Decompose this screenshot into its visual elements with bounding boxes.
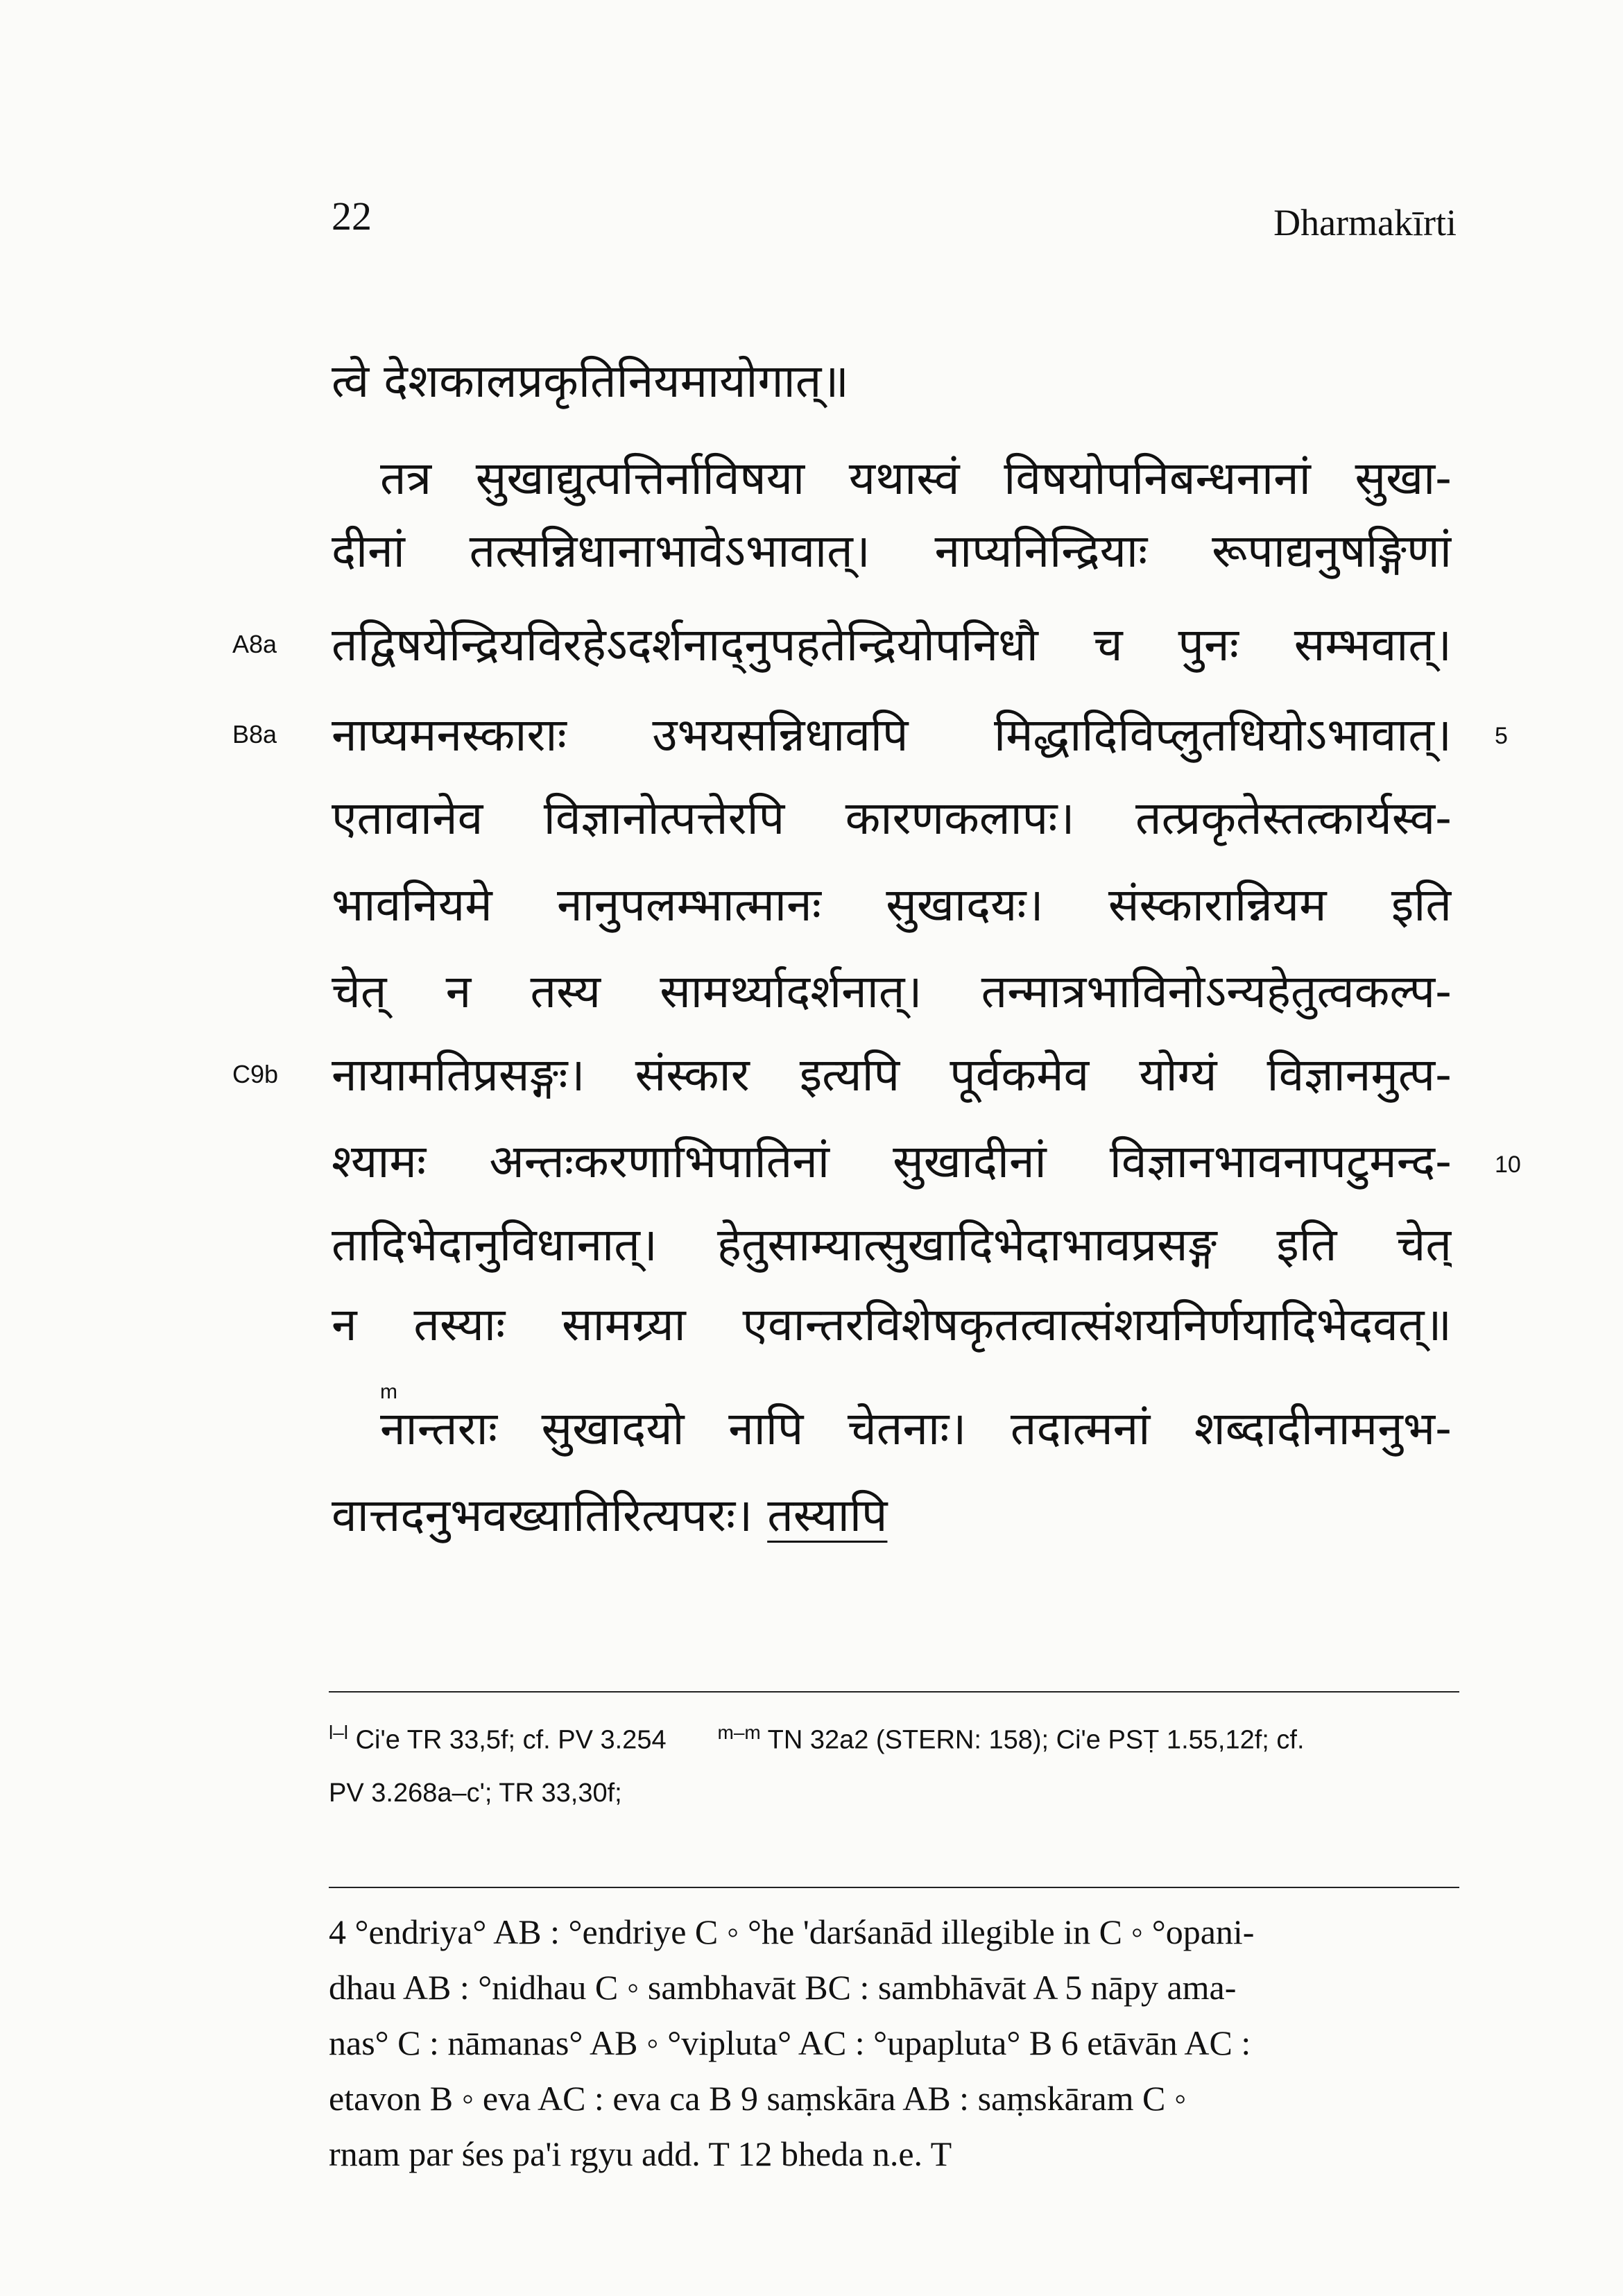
- testimonium-m-mark: m–m: [717, 1722, 761, 1743]
- text-line-9: श्यामः अन्तःकरणाभिपातिनां सुखादीनां विज्ञानभावनापटुमन्द-: [332, 1135, 1452, 1188]
- margin-A8a: A8a: [232, 630, 277, 658]
- margin-C9b: C9b: [232, 1060, 279, 1088]
- apparatus-line-4: rnam par śes pa'i rgyu add. T 12 bheda n.e. T: [329, 2134, 952, 2173]
- text-line-3: तद्विषयेन्द्रियविरहेऽदर्शनाद्नुपहतेन्द्रियोपनिधौ च पुनः सम्भवात्।: [332, 618, 1452, 671]
- text-line-13-container: [332, 1481, 1164, 1557]
- running-title: Dharmakīrti: [1273, 202, 1457, 243]
- testimonium-m-text: TN 32a2 (STERN: 158); Ci'e PSṬ 1.55,12f; cf.: [767, 1725, 1305, 1755]
- apparatus-line-2: nas° C : nāmanas° AB ◦ °vipluta° AC : °upapluta° B 6 etāvān AC :: [329, 2023, 1251, 2062]
- text-line-0: त्वे देशकालप्रकृतिनियमायोगात्॥: [332, 354, 849, 408]
- apparatus-line-1: dhau AB : °nidhau C ◦ sambhavāt BC : sambhāvāt A 5 nāpy ama-: [329, 1968, 1237, 2007]
- text-line-7: चेत् न तस्य सामर्थ्यादर्शनात्। तन्मात्रभाविनोऽन्यहेतुत्वकल्प-: [332, 965, 1452, 1018]
- text-line-5: एतावानेव विज्ञानोत्पत्तेरपि कारणकलापः। तत्प्रकृतेस्तत्कार्यस्व-: [332, 791, 1452, 845]
- testimonia: [329, 1706, 1459, 1819]
- text-line-1: तत्र सुखाद्युत्पत्तिर्नाविषया यथास्वं विषयोपनिबन्धनानां सुखा-: [380, 452, 1452, 505]
- testimonium-mark-m: m: [380, 1380, 397, 1403]
- apparatus-divider: [329, 1887, 1459, 1888]
- page-number: 22: [332, 194, 372, 239]
- underlined-word: तस्यापि: [767, 1489, 888, 1542]
- text-line-4: नाप्यमनस्काराः उभयसन्निधावपि मिद्धादिविप्लुतधियोऽभावात्।: [332, 708, 1452, 762]
- margin-line-10: 10: [1495, 1151, 1521, 1178]
- testimonium-l-mark: l–l: [329, 1722, 349, 1743]
- testimonium-l-text: Ci'e TR 33,5f; cf. PV 3.254: [355, 1725, 667, 1755]
- testimonia-divider: [329, 1691, 1459, 1693]
- text-line-10: तादिभेदानुविधानात्। हेतुसाम्यात्सुखादिभेदाभावप्रसङ्ग इति चेत्: [332, 1218, 1452, 1271]
- text-line-8: नायामतिप्रसङ्गः। संस्कार इत्यपि पूर्वकमेव योग्यं विज्ञानमुत्प-: [332, 1048, 1452, 1102]
- text-line-13: वात्तदनुभवख्यातिरित्यपरः।: [332, 1489, 753, 1542]
- margin-line-5: 5: [1495, 723, 1508, 749]
- text-line-6: भावनियमे नानुपलम्भात्मानः सुखादयः। संस्कारान्नियम इति: [332, 878, 1452, 932]
- critical-apparatus: [329, 1904, 1459, 2182]
- testimonium-m-cont: PV 3.268a–c'; TR 33,30f;: [329, 1778, 622, 1808]
- text-line-12: नान्तराः सुखादयो नापि चेतनाः। तदात्मनां शब्दादीनामनुभ-: [380, 1402, 1452, 1455]
- apparatus-line-0: 4 °endriya° AB : °endriye C ◦ °he 'darśanād illegible in C ◦ °opani-: [329, 1912, 1255, 1951]
- apparatus-line-3: etavon B ◦ eva AC : eva ca B 9 saṃskāra AB : saṃskāram C ◦: [329, 2079, 1187, 2118]
- margin-B8a: B8a: [232, 720, 277, 748]
- text-line-2: दीनां तत्सन्निधानाभावेऽभावात्। नाप्यनिन्द्रियाः रूपाद्यनुषङ्गिणां: [332, 524, 1452, 578]
- text-line-11: न तस्याः सामग्र्या एवान्तरविशेषकृतत्वात्संशयनिर्णयादिभेदवत्॥: [332, 1298, 1452, 1351]
